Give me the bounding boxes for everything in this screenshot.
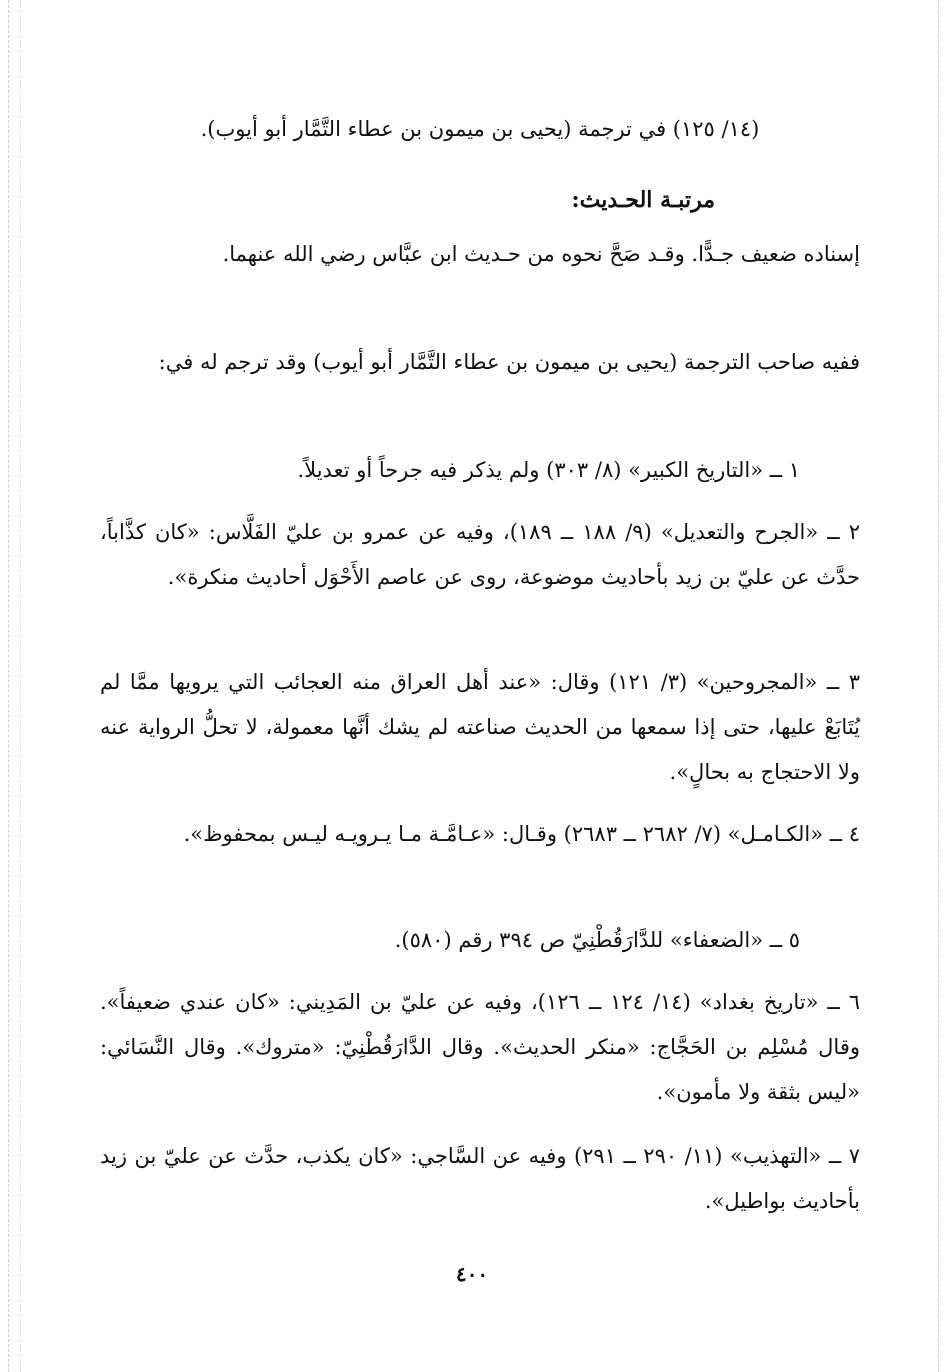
section-title: مرتبـة الحـديث: (571, 187, 715, 213)
margin-guide-line (938, 0, 939, 1372)
margin-guide-line (8, 0, 9, 1372)
source-item-3: ٣ ــ «المجروحين» (٣/ ١٢١) وقال: «عند أهل العراق منه العجائب التي يرويها ممَّا لم يُتَابَعْ عليها، حتى إذا سمعها من الحديث صناعته لم يشك أنَّها معمولة، لا تحلُّ الرواية عنه ولا الاحتجاج به بحالٍ». (100, 670, 860, 784)
source-item-7: ٧ ــ «التهذيب» (١١/ ٢٩٠ ــ ٢٩١) وفيه عن السَّاجي: «كان يكذب، حدَّث عن عليّ بن زيد بأحاديث بواطيل». (100, 1144, 860, 1213)
page-number: ٤٠٠ (455, 1262, 489, 1286)
source-item-6: ٦ ــ «تاريخ بغداد» (١٤/ ١٢٤ ــ ١٢٦)، وفيه عن عليّ بن المَدِيني: «كان عندي ضعيفاً». وقال مُسْلِم بن الحَجَّاج: «منكر الحديث». وقال الدَّارَقُطْنِيّ: «متروك». وقال النَّسَائي: «ليس بثقة ولا مأمون». (100, 990, 860, 1104)
intro-paragraph: ففيه صاحب الترجمة (يحيى بن ميمون بن عطاء التَّمَّار أبو أيوب) وقد ترجم له في: (158, 350, 860, 374)
source-item-4: ٤ ــ «الكـامـل» (٧/ ٢٦٨٢ ــ ٢٦٨٣) وقـال: «عـامَّـة مـا يـرويـه ليـس بمحفوظ». (183, 822, 860, 846)
margin-guide-line (20, 0, 21, 1372)
source-item-2: ٢ ــ «الجرح والتعديل» (٩/ ١٨٨ ــ ١٨٩)، وفيه عن عمرو بن عليّ الفَلَّاس: «كان كذَّاباً، حدَّث عن عليّ بن زيد بأحاديث موضوعة، روى عن عاصم الأَحْوَل أحاديث منكرة». (100, 520, 860, 589)
header-line: (١٤/ ١٢٥) في ترجمة (يحيى بن ميمون بن عطاء التَّمَّار أبو أيوب). (200, 117, 760, 141)
source-item-5: ٥ ــ «الضعفاء» للدَّارَقُطْنِيّ ص ٣٩٤ رقم (٥٨٠). (394, 928, 800, 952)
grade-paragraph: إسناده ضعيف جـدًّا. وقـد صَحَّ نحوه من حـديث ابن عبَّاس رضي الله عنهما. (222, 242, 860, 266)
source-item-1: ١ ــ «التاريخ الكبير» (٨/ ٣٠٣) ولم يذكر فيه جرحاً أو تعديلاً. (297, 458, 800, 482)
